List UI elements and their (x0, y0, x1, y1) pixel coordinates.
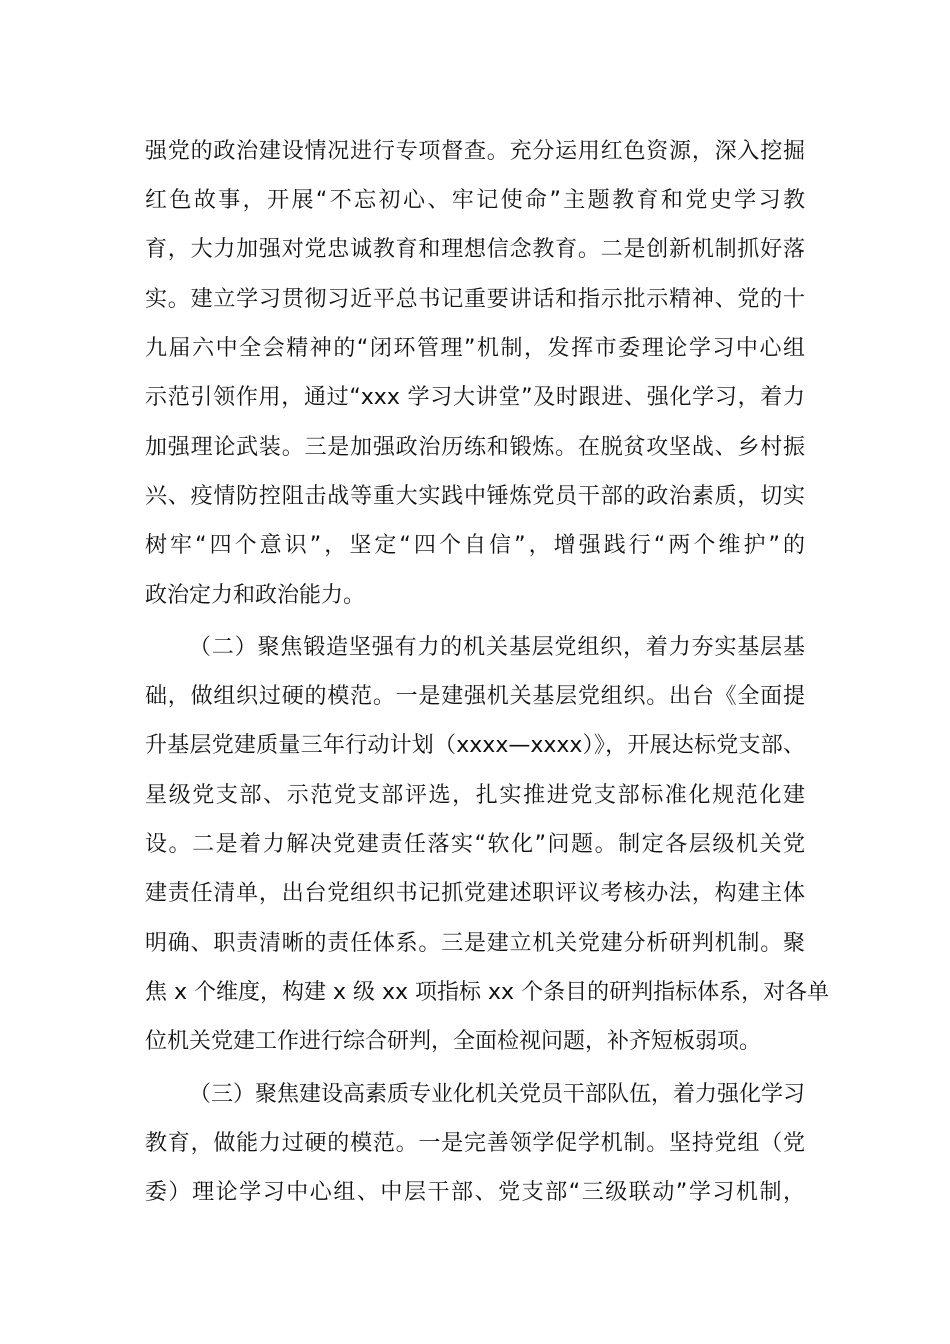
body-text-line: 示范引领作用，通过“xxx 学习大讲堂”及时跟进、强化学习，着力 (145, 385, 805, 410)
section-two-heading-line: （二）聚焦锻造坚强有力的机关基层党组织，着力夯实基层基 (189, 635, 805, 660)
body-text-line: 实。建立学习贯彻习近平总书记重要讲话和指示批示精神、党的十 (145, 287, 805, 312)
body-text-line: 明确、职责清晰的责任体系。三是建立机关党建分析研判机制。聚 (145, 931, 805, 956)
body-text-line: 设。二是着力解决党建责任落实“软化”问题。制定各层级机关党 (145, 832, 805, 857)
body-text-line: 焦 x 个维度，构建 x 级 xx 项指标 xx 个条目的研判指标体系，对各单 (145, 980, 830, 1005)
paragraph-end-line: 政治定力和政治能力。 (145, 583, 366, 608)
paragraph-end-line: 位机关党建工作进行综合研判，全面检视问题，补齐短板弱项。 (145, 1029, 762, 1054)
body-text-line: 兴、疫情防控阻击战等重大实践中锤炼党员干部的政治素质，切实 (145, 484, 805, 509)
body-text-line: 红色故事，开展“不忘初心、牢记使命”主题教育和党史学习教 (145, 188, 805, 213)
body-text-line: 建责任清单，出台党组织书记抓党建述职评议考核办法，构建主体 (145, 881, 805, 906)
body-text-line: 委）理论学习中心组、中层干部、党支部“三级联动”学习机制， (145, 1180, 805, 1205)
body-text-line: 教育，做能力过硬的模范。一是完善领学促学机制。坚持党组（党 (145, 1131, 805, 1156)
body-text-line: 九届六中全会精神的“闭环管理”机制，发挥市委理论学习中心组 (145, 336, 805, 361)
body-text-line: 加强理论武装。三是加强政治历练和锻炼。在脱贫攻坚战、乡村振 (145, 435, 805, 460)
body-text-line: 升基层党建质量三年行动计划（xxxx—xxxx）》，开展达标党支部、 (145, 733, 805, 758)
body-text-line: 础，做组织过硬的模范。一是建强机关基层党组织。出台《全面提 (145, 684, 805, 709)
body-text-line: 星级党支部、示范党支部评选，扎实推进党支部标准化规范化建 (145, 783, 805, 808)
section-three-heading-line: （三）聚焦建设高素质专业化机关党员干部队伍，着力强化学习 (189, 1082, 806, 1107)
body-text-line: 育，大力加强对党忠诚教育和理想信念教育。二是创新机制抓好落 (145, 237, 805, 262)
body-text-line: 树牢“四个意识”，坚定“四个自信”，增强践行“两个维护”的 (145, 533, 805, 558)
body-text-line: 强党的政治建设情况进行专项督查。充分运用红色资源，深入挖掘 (145, 139, 805, 164)
